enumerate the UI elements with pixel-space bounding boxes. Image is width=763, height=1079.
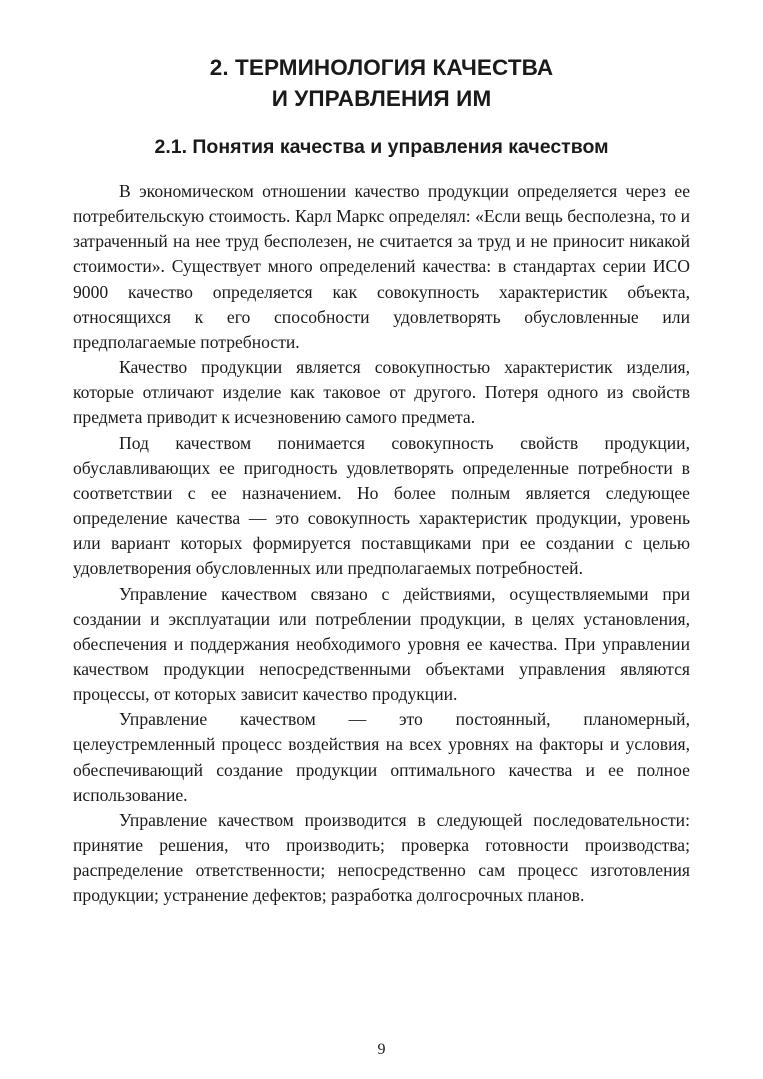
section-title: 2.1. Понятия качества и управления качеством: [154, 136, 609, 158]
paragraph: В экономическом отношении качество продукции определяется через ее потребительскую стоимость. Карл Маркс определял: «Если вещь бесполезна, то и затраченный на нее труд бесполезен, не считается за труд и не приносит никакой стоимости». Существует много определений качества: в стандартах серии ИСО 9000 качество определяется как совокупность характеристик объекта, относящихся к его способности удовлетворять обусловленные или предполагаемые потребности.: [73, 181, 690, 352]
body-text: [73, 179, 690, 909]
page-content: [73, 52, 690, 909]
paragraph: Управление качеством производится в следующей последовательности: принятие решения, что производить; проверка готовности производства; распределение ответственности; непосредственно сам процесс изготовления продукции; устранение дефектов; разработка долгосрочных планов.: [73, 809, 690, 906]
paragraph: Управление качеством — это постоянный, планомерный, целеустремленный процесс воздействия на всех уровнях на факторы и условия, обеспечивающий создание продукции оптимального качества и ее полное использование.: [73, 709, 690, 805]
chapter-title-line-1: 2. ТЕРМИНОЛОГИЯ КАЧЕСТВА: [209, 55, 554, 80]
paragraph: Качество продукции является совокупностью характеристик изделия, которые отличают изделие как таковое от другого. Потеря одного из свойств предмета приводит к исчезновению самого предмета.: [73, 357, 690, 428]
paragraph: Управление качеством связано с действиями, осуществляемыми при создании и эксплуатации или потреблении продукции, в целях установления, обеспечения и поддержания необходимого уровня ее качества. При управлении качеством продукции непосредственными объектами управления являются процессы, от которых зависит качество продукции.: [73, 583, 690, 705]
paragraph: Под качеством понимается совокупность свойств продукции, обуславливающих ее пригодность удовлетворять определенные потребности в соответствии с ее назначением. Но более полным является следующее определение качества — это совокупность характеристик продукции, уровень или вариант которых формируется поставщиками при ее создании с целью удовлетворения обусловленных или предполагаемых потребностей.: [73, 432, 690, 579]
chapter-title-line-2: И УПРАВЛЕНИЯ ИМ: [271, 86, 492, 111]
chapter-title: [73, 52, 690, 114]
page-number: 9: [377, 1041, 386, 1058]
